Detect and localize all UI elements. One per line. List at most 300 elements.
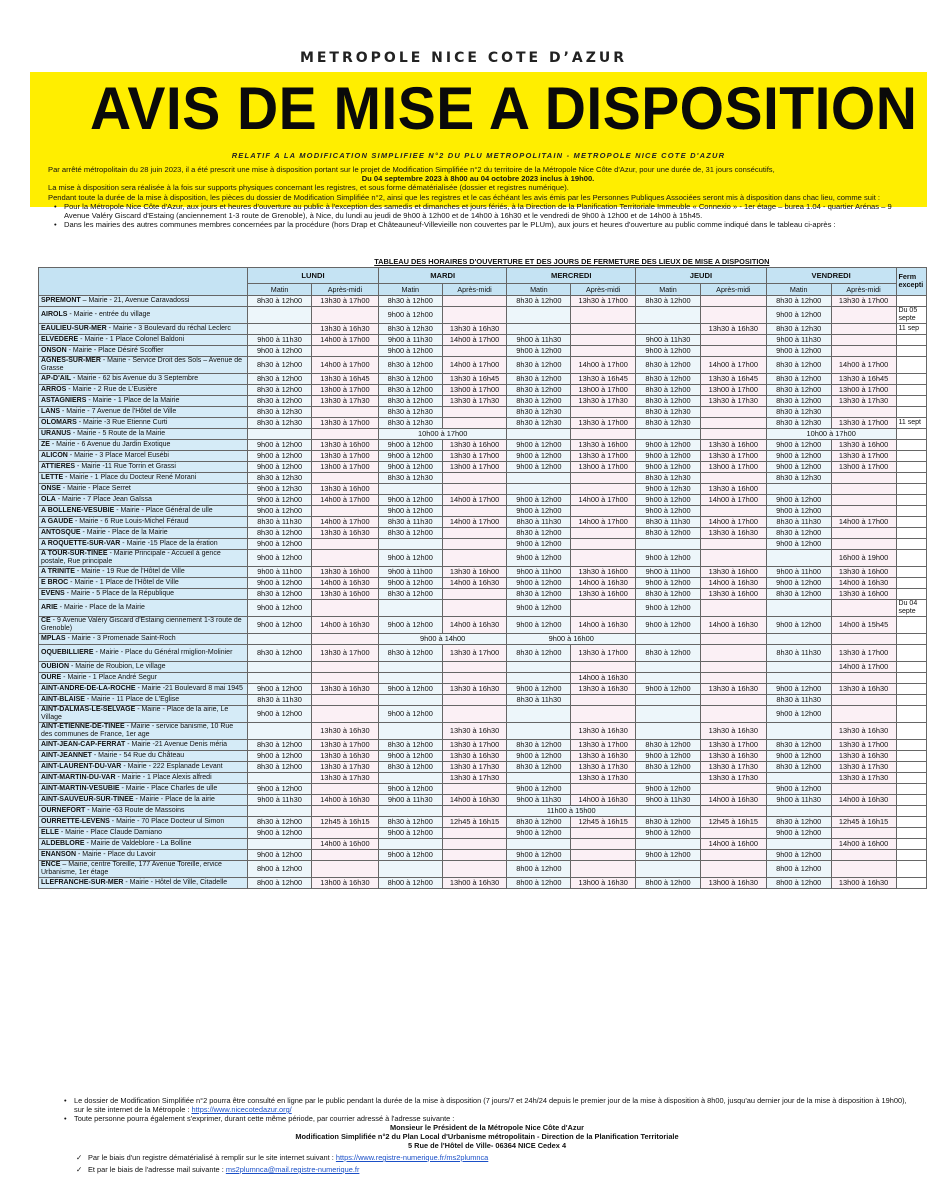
afternoon-slot: 13h30 à 17h30 [700,395,766,406]
commune-address: - Mairie - 1 Place André Segur [61,673,157,681]
morning-slot: 8h30 à 12h00 [378,588,442,599]
morning-slot: 8h30 à 12h00 [378,384,442,395]
commune-name: ELVEDERE [41,335,79,343]
morning-slot: 8h30 à 12h00 [507,373,571,384]
afternoon-slot: 13h30 à 17h30 [831,395,896,406]
register-link[interactable]: https://www.registre-numerique.fr/ms2plumnca [335,1153,489,1162]
morning-slot [378,722,442,739]
morning-header: Matin [507,283,571,295]
morning-slot [248,661,312,672]
morning-slot: 11h00 à 15h00 [507,805,636,816]
morning-slot: 8h30 à 12h30 [378,472,442,483]
commune-cell [39,739,248,750]
afternoon-slot: 13h30 à 16h45 [571,373,636,384]
afternoon-slot [831,483,896,494]
afternoon-slot [442,694,507,705]
afternoon-slot [442,838,507,849]
afternoon-slot: 13h30 à 16h30 [571,722,636,739]
table-row [39,694,927,705]
morning-slot: 8h30 à 12h00 [507,395,571,406]
table-row [39,395,927,406]
afternoon-slot: 13h00 à 16h30 [311,877,378,888]
commune-address: - Mairie - Service Droit des Sols – Avenue de Grasse [41,356,242,372]
morning-slot: 9h00 à 12h00 [507,827,571,838]
morning-slot: 9h00 à 12h00 [507,549,571,566]
morning-slot: 9h00 à 16h00 [507,633,636,644]
commune-address: - Mairie - Place Charles de ulle [119,784,218,792]
morning-slot: 9h00 à 12h00 [636,683,701,694]
day-header: VENDREDI [766,267,896,283]
afternoon-slot [442,417,507,428]
afternoon-slot: 14h00 à 16h30 [311,794,378,805]
afternoon-slot: 13h30 à 17h30 [311,761,378,772]
afternoon-slot: 13h30 à 17h30 [311,395,378,406]
morning-slot: 8h30 à 12h00 [766,588,831,599]
afternoon-slot: 13h30 à 17h00 [311,644,378,661]
afternoon-slot: 13h00 à 17h00 [700,384,766,395]
morning-slot: 9h00 à 11h00 [507,566,571,577]
morning-slot: 8h30 à 12h00 [378,527,442,538]
intro-paragraph: Pendant toute la durée de la mise à disposition, les pièces du dossier de Modification Simplifiée n°2, ainsi que les registres et le cas échéant les avis émis par les Personnes Publiques Associées seront mis à disposition dans chac lieu, comme suit : [48,192,881,202]
afternoon-slot [311,661,378,672]
table-row [39,722,927,739]
commune-name: OQUEBILLIERE [41,648,94,656]
schedule-body [39,295,927,888]
morning-slot: 8h30 à 12h30 [378,417,442,428]
morning-slot [378,838,442,849]
afternoon-slot [571,827,636,838]
morning-slot [378,538,442,549]
morning-slot [766,661,831,672]
morning-slot: 9h00 à 12h00 [766,783,831,794]
table-row [39,860,927,877]
afternoon-slot [700,849,766,860]
afternoon-slot: 13h30 à 16h00 [442,566,507,577]
register-note [62,1153,912,1162]
commune-name: AINT-JEANNET [41,751,92,759]
commune-name: A TOUR-SUR-TINEE [41,549,108,557]
table-caption-spacer [39,257,248,267]
table-row [39,588,927,599]
commune-address: - Mairie - Place Serret [60,484,131,492]
morning-slot: 8h30 à 12h00 [248,816,312,827]
afternoon-slot: 13h30 à 16h00 [311,588,378,599]
morning-slot: 9h00 à 12h00 [248,505,312,516]
closure-cell [896,860,926,877]
morning-slot: 9h00 à 12h00 [636,599,701,616]
commune-address: - Mairie - 1 Place du Docteur René Morani [63,473,197,481]
closure-cell [896,295,926,306]
commune-address: - Mairie - 2 Rue de L'Eusière [66,385,158,393]
morning-slot: 9h00 à 12h00 [507,577,571,588]
commune-cell [39,505,248,516]
commune-address: - Mairie - 70 Place Docteur ul Simon [109,817,225,825]
afternoon-slot: 14h00 à 17h00 [311,334,378,345]
table-row [39,450,927,461]
email-link[interactable]: ms2plumnca@mail.registre-numerique.fr [225,1165,360,1174]
afternoon-slot [571,472,636,483]
footer-notes [62,1096,912,1174]
morning-slot: 9h00 à 12h00 [636,461,701,472]
morning-slot [507,705,571,722]
morning-slot: 9h00 à 12h00 [636,750,701,761]
afternoon-slot [831,599,896,616]
closure-cell [896,705,926,722]
afternoon-slot [700,694,766,705]
afternoon-slot [442,505,507,516]
afternoon-slot: 14h00 à 17h00 [571,516,636,527]
table-row [39,505,927,516]
morning-slot: 8h00 à 12h00 [248,877,312,888]
morning-slot [636,838,701,849]
afternoon-slot: 14h00 à 17h00 [700,356,766,373]
afternoon-slot [311,599,378,616]
afternoon-slot: 13h30 à 16h30 [442,683,507,694]
morning-slot: 9h00 à 11h00 [248,566,312,577]
morning-slot: 9h00 à 12h00 [507,683,571,694]
afternoon-slot: 13h30 à 16h00 [571,439,636,450]
afternoon-slot [571,599,636,616]
afternoon-slot: 16h00 à 19h00 [831,549,896,566]
morning-slot: 9h00 à 12h00 [378,683,442,694]
morning-slot: 9h00 à 12h00 [378,439,442,450]
morning-slot: 8h30 à 12h00 [636,395,701,406]
commune-name: LANS [41,407,61,415]
commune-address: - Mairie - 19 Rue de l'Hôtel de Ville [74,567,185,575]
afternoon-slot: 14h00 à 16h30 [442,794,507,805]
day-header: MERCREDI [507,267,636,283]
morning-slot [378,599,442,616]
table-row [39,805,927,816]
afternoon-slot [311,633,378,644]
commune-cell [39,417,248,428]
morning-slot: 8h30 à 12h00 [507,761,571,772]
schedule-table [38,257,927,889]
morning-slot [636,722,701,739]
commune-name: URANUS [41,429,71,437]
morning-slot: 9h00 à 12h00 [507,616,571,633]
table-row [39,494,927,505]
morning-slot [507,661,571,672]
morning-slot: 8h00 à 12h00 [766,860,831,877]
afternoon-slot: 13h30 à 17h00 [831,295,896,306]
afternoon-slot: 13h30 à 16h30 [311,750,378,761]
commune-name: EAULIEU-SUR-MER [41,324,107,332]
afternoon-slot: 14h00 à 16h30 [571,794,636,805]
table-row [39,306,927,323]
afternoon-slot: 13h30 à 16h30 [442,750,507,761]
intro-bullet: • Pour la Métropole Nice Côte d'Azur, aux jours et heures d'ouverture au public à l'exception des samedis et dimanches et jours fériés, à la Direction de la Planification Territoriale Immeuble « Connexio » - 1er étage – burea 1.04 - quartier Arénas – 9 Avenue Valéry Giscard d'Estaing (anciennement 1-3 route de Grenoble), à Nice, du lundi au jeudi de 9h00 à 12h00 et de 14h00 à 16h30 et le vendredi de 9h00 à 12h00 et de 14h00 à 15h45. [48,202,908,220]
page-subtitle: RELATIF A LA MODIFICATION SIMPLIFIEE N°2 DU PLU METROPOLITAIN - METROPOLE NICE COTE D'AZUR [231,151,726,160]
afternoon-slot: 13h30 à 16h00 [311,566,378,577]
morning-slot: 9h00 à 12h00 [248,439,312,450]
table-row [39,417,927,428]
afternoon-slot [442,483,507,494]
table-row [39,877,927,888]
closure-cell [896,588,926,599]
afternoon-slot [442,588,507,599]
morning-slot: 9h00 à 12h00 [636,549,701,566]
morning-slot: 10h00 à 17h00 [766,428,896,439]
closure-cell [896,428,926,439]
commune-address: - Mairie -15 Place de la ération [120,539,218,547]
morning-slot: 9h00 à 12h00 [378,705,442,722]
metropole-website-link[interactable]: https://www.nicecotedazur.org/ [191,1105,292,1114]
commune-name: AINT-SAUVEUR-SUR-TINEE [41,795,134,803]
commune-cell [39,599,248,616]
morning-slot [378,661,442,672]
closure-cell [896,616,926,633]
afternoon-slot [831,538,896,549]
morning-slot: 9h00 à 12h00 [636,783,701,794]
closure-cell [896,661,926,672]
morning-header: Matin [766,283,831,295]
morning-slot: 9h00 à 12h00 [636,577,701,588]
afternoon-slot [700,472,766,483]
commune-cell [39,538,248,549]
commune-name: MPLAS [41,634,66,642]
commune-address: - Mairie - 5 Place de la République [64,589,175,597]
closure-cell [896,439,926,450]
afternoon-slot: 13h30 à 16h30 [700,683,766,694]
morning-slot: 9h00 à 12h00 [378,345,442,356]
afternoon-slot: 13h30 à 16h00 [311,483,378,494]
morning-slot: 8h30 à 12h00 [378,356,442,373]
afternoon-slot: 13h30 à 17h00 [571,739,636,750]
table-row [39,772,927,783]
afternoon-slot: 13h30 à 17h00 [700,450,766,461]
closure-cell [896,345,926,356]
morning-slot: 9h00 à 12h00 [766,306,831,323]
afternoon-slot [311,472,378,483]
morning-slot: 9h00 à 11h30 [766,794,831,805]
afternoon-slot [571,705,636,722]
commune-cell [39,527,248,538]
commune-cell [39,644,248,661]
afternoon-slot: 13h30 à 16h30 [831,683,896,694]
morning-slot [766,838,831,849]
afternoon-slot [571,483,636,494]
table-corner [39,267,248,295]
table-row [39,816,927,827]
closure-cell [896,516,926,527]
commune-name: ASTAGNIERS [41,396,87,404]
morning-slot: 9h00 à 12h00 [507,505,571,516]
commune-address: - Mairie - 1 Place de la Mairie [86,396,180,404]
morning-slot: 8h30 à 11h30 [378,516,442,527]
morning-slot: 8h00 à 12h00 [636,877,701,888]
commune-address: - Mairie - 6 Rue Louis-Michel Féraud [73,517,189,525]
commune-address: - Mairie - 7 Place Jean Gaïssa [55,495,152,503]
morning-slot: 9h00 à 11h30 [636,794,701,805]
afternoon-slot: 13h30 à 17h00 [442,450,507,461]
morning-slot: 9h00 à 12h00 [507,783,571,794]
commune-address: - Mairie - entrée du village [67,310,151,318]
morning-slot: 9h00 à 12h00 [766,494,831,505]
afternoon-slot [700,306,766,323]
closure-cell [896,772,926,783]
afternoon-slot: 13h30 à 17h00 [831,644,896,661]
afternoon-slot: 13h00 à 17h00 [311,384,378,395]
morning-slot: 9h00 à 12h00 [248,599,312,616]
morning-slot: 8h30 à 12h00 [507,295,571,306]
afternoon-slot: 14h00 à 15h45 [831,616,896,633]
commune-address: - Mairie - Place Claude Damiano [58,828,162,836]
morning-slot: 8h30 à 12h00 [378,816,442,827]
afternoon-slot [571,406,636,417]
afternoon-slot [311,428,378,439]
morning-slot [636,538,701,549]
morning-slot: 8h30 à 12h00 [378,295,442,306]
commune-name: OURNEFORT [41,806,86,814]
morning-slot: 9h00 à 12h00 [766,450,831,461]
table-row [39,384,927,395]
commune-name: AGNES-SUR-MER [41,356,101,364]
afternoon-slot [700,345,766,356]
afternoon-header: Après-midi [831,283,896,295]
afternoon-slot [700,334,766,345]
afternoon-slot [311,705,378,722]
afternoon-slot: 13h30 à 17h00 [311,417,378,428]
morning-slot [766,722,831,739]
morning-slot: 9h00 à 12h00 [248,750,312,761]
table-row [39,345,927,356]
morning-slot [378,860,442,877]
commune-name: AINT-BLAISE [41,695,85,703]
closure-cell [896,461,926,472]
commune-name: AINT-MARTIN-DU-VAR [41,773,116,781]
morning-slot [248,633,312,644]
commune-name: ONSE [41,484,61,492]
morning-slot [636,705,701,722]
morning-slot: 9h00 à 11h30 [248,334,312,345]
afternoon-slot [831,494,896,505]
morning-slot: 8h30 à 12h00 [636,384,701,395]
commune-address: - Mairie - 1 Place Colonel Baldoni [78,335,185,343]
morning-slot: 9h00 à 12h00 [507,494,571,505]
commune-cell [39,406,248,417]
morning-slot [507,428,571,439]
afternoon-slot: 14h00 à 17h00 [442,516,507,527]
commune-cell [39,772,248,783]
afternoon-slot: 14h00 à 17h00 [442,334,507,345]
commune-address: - Mairie - 1 Place de l'Hôtel de Ville [68,578,179,586]
commune-cell [39,295,248,306]
commune-address: - Mairie - 3 Promenade Saint-Roch [65,634,176,642]
table-row [39,334,927,345]
morning-slot: 9h00 à 12h00 [507,461,571,472]
commune-cell [39,428,248,439]
commune-cell [39,633,248,644]
morning-slot [507,838,571,849]
morning-slot [766,633,831,644]
morning-slot [766,772,831,783]
morning-slot [636,805,701,816]
afternoon-slot [571,334,636,345]
afternoon-slot: 13h30 à 16h00 [571,566,636,577]
table-row [39,295,927,306]
afternoon-slot [442,705,507,722]
closure-cell [896,450,926,461]
commune-name: AINT-DALMAS-LE-SELVAGE [41,705,136,713]
table-row [39,323,927,334]
morning-slot: 9h00 à 12h00 [507,599,571,616]
afternoon-slot [442,860,507,877]
commune-name: OURE [41,673,62,681]
morning-slot [507,722,571,739]
commune-name: A GAUDE [41,517,74,525]
morning-slot: 8h30 à 12h00 [248,644,312,661]
morning-slot: 9h00 à 12h00 [248,461,312,472]
organization-name: METROPOLE NICE COTE D’AZUR [299,50,628,66]
closure-cell [896,334,926,345]
morning-slot: 8h30 à 12h30 [636,417,701,428]
morning-slot: 8h30 à 12h30 [766,323,831,334]
intro-text [48,165,908,229]
afternoon-slot [831,323,896,334]
morning-slot: 9h00 à 12h00 [766,683,831,694]
afternoon-slot: 13h00 à 17h00 [311,461,378,472]
morning-slot [248,722,312,739]
afternoon-slot [700,549,766,566]
morning-slot: 8h30 à 11h30 [766,694,831,705]
afternoon-slot: 14h00 à 16h00 [311,838,378,849]
closure-cell [896,494,926,505]
morning-slot: 8h30 à 12h30 [507,406,571,417]
morning-slot: 8h30 à 12h30 [766,417,831,428]
morning-slot: 8h30 à 12h30 [766,472,831,483]
afternoon-slot [831,472,896,483]
afternoon-slot [700,705,766,722]
closure-cell [896,761,926,772]
afternoon-slot [311,549,378,566]
morning-slot: 9h00 à 12h00 [766,705,831,722]
afternoon-slot [442,345,507,356]
table-row [39,461,927,472]
table-row [39,428,927,439]
afternoon-slot: 13h00 à 16h30 [442,877,507,888]
morning-slot: 9h00 à 11h00 [378,566,442,577]
morning-slot: 8h30 à 12h00 [248,588,312,599]
afternoon-slot: 14h00 à 17h00 [442,356,507,373]
table-row [39,373,927,384]
afternoon-slot [311,538,378,549]
afternoon-slot: 13h30 à 17h30 [442,395,507,406]
morning-slot: 9h00 à 12h00 [636,505,701,516]
afternoon-slot [442,849,507,860]
commune-cell [39,306,248,323]
table-row [39,761,927,772]
commune-address: - Mairie - 62 bis Avenue du 3 Septembre [71,374,199,382]
afternoon-slot: 13h30 à 17h00 [831,450,896,461]
afternoon-slot: 13h00 à 16h30 [831,877,896,888]
afternoon-slot: 14h00 à 16h30 [311,616,378,633]
table-row [39,406,927,417]
commune-cell [39,461,248,472]
commune-cell [39,395,248,406]
morning-slot: 9h00 à 12h00 [248,494,312,505]
morning-slot [378,805,442,816]
afternoon-slot: 13h30 à 17h30 [311,772,378,783]
morning-slot: 9h00 à 12h00 [248,345,312,356]
morning-slot [636,661,701,672]
closure-cell [896,527,926,538]
afternoon-slot: 14h00 à 16h00 [700,838,766,849]
commune-name: CE [41,616,51,624]
afternoon-slot [571,345,636,356]
morning-slot: 9h00 à 12h00 [378,505,442,516]
closure-cell [896,672,926,683]
